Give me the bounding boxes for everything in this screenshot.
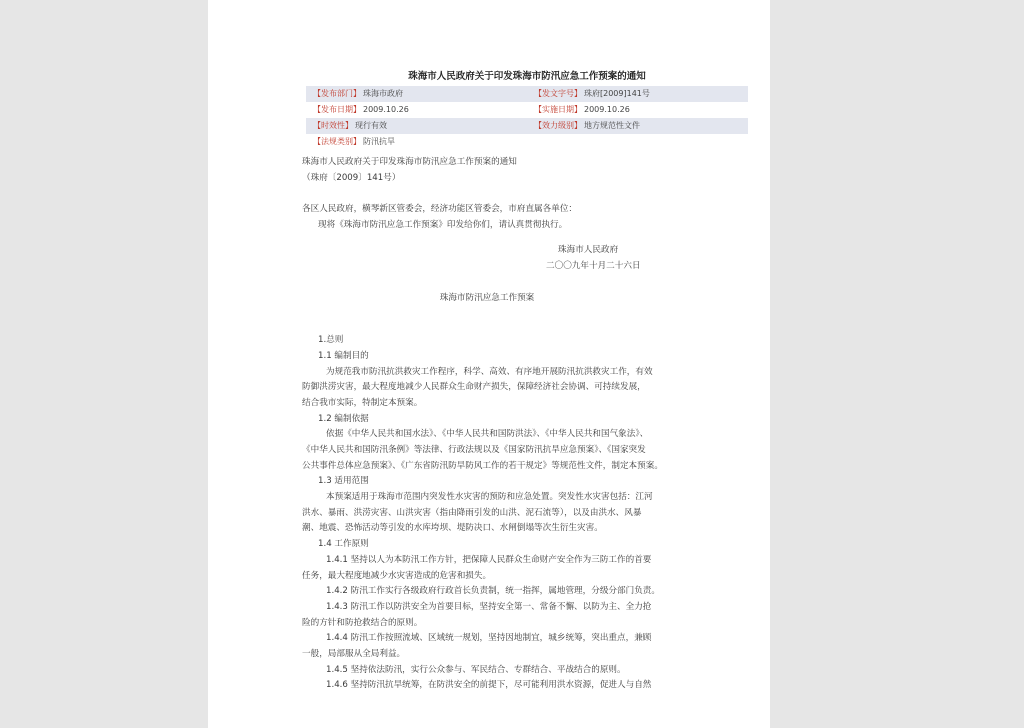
label-validity: 【时效性】 — [313, 121, 353, 130]
instruction-text: 现将《珠海市防汛应急工作预案》印发给你们，请认真贯彻执行。 — [318, 219, 568, 230]
metadata-row — [306, 102, 748, 118]
paragraph-line: 公共事件总体应急预案》、《广东省防汛防旱防风工作的若干规定》等规范性文件，制定本预案。 — [302, 460, 663, 471]
metadata-title: 珠海市人民政府关于印发珠海市防汛应急工作预案的通知 — [408, 71, 646, 82]
section-heading: 1.2 编制依据 — [318, 413, 369, 424]
document-number: （珠府〔2009〕141号） — [302, 172, 401, 183]
value-document-number: 珠府[2009]141号 — [584, 89, 650, 98]
value-validity: 现行有效 — [355, 121, 387, 130]
paragraph-line: 为规范我市防汛抗洪救灾工作程序，科学、高效、有序地开展防汛抗洪救灾工作，有效 — [326, 366, 653, 377]
paragraph-line: 1.4.5 坚持依法防汛，实行公众参与、军民结合、专群结合、平战结合的原则。 — [326, 664, 626, 675]
metadata-cell — [527, 86, 748, 102]
paragraph-line: 1.4.6 坚持防汛抗旱统筹，在防洪安全的前提下，尽可能利用洪水资源，促进人与自然 — [326, 680, 652, 691]
paragraph-line: 一般，局部服从全局利益。 — [302, 648, 406, 659]
paragraph-line: 结合我市实际，特制定本预案。 — [302, 397, 423, 408]
issue-date: 二〇〇九年十月二十六日 — [546, 261, 641, 272]
section-heading: 1.3 适用范围 — [318, 476, 369, 487]
document-page — [208, 0, 770, 728]
value-publishing-department: 珠海市政府 — [363, 89, 403, 98]
value-regulation-category: 防汛抗旱 — [363, 137, 395, 146]
metadata-row — [306, 86, 748, 102]
paragraph-line: 任务，最大程度地减少水灾害造成的危害和损失。 — [302, 570, 492, 581]
paragraph-line: 防御洪涝灾害，最大程度地减少人民群众生命财产损失，保障经济社会协调、可持续发展， — [302, 382, 646, 393]
value-effective-date: 2009.10.26 — [584, 105, 630, 114]
paragraph-line: 潮、地震、恐怖活动等引发的水库垮坝、堤防决口、水闸倒塌等次生衍生灾害。 — [302, 523, 603, 534]
notice-title: 珠海市人民政府关于印发珠海市防汛应急工作预案的通知 — [302, 157, 517, 167]
metadata-cell — [306, 118, 527, 134]
metadata-cell — [527, 118, 748, 134]
plan-title: 珠海市防汛应急工作预案 — [439, 292, 535, 303]
paragraph-line: 险的方针和防抢救结合的原则。 — [302, 617, 423, 628]
paragraph-line: 《中华人民共和国防汛条例》等法律、行政法规以及《国家防汛抗旱应急预案》、《国家突发 — [302, 445, 646, 455]
paragraph-line: 1.4.1 坚持以人为本防汛工作方针，把保障人民群众生命财产安全作为三防工作的首要 — [326, 554, 652, 565]
section-heading: 1.1 编制目的 — [318, 350, 369, 361]
paragraph-line: 1.4.2 防汛工作实行各级政府行政首长负责制，统一指挥，属地管理，分级分部门负责。 — [326, 586, 660, 597]
metadata-table — [306, 68, 748, 150]
metadata-cell — [527, 102, 748, 118]
metadata-row — [306, 118, 748, 134]
metadata-cell — [306, 86, 527, 102]
paragraph-line: 1.4.3 防汛工作以防洪安全为首要目标，坚持安全第一、常备不懈、以防为主、全力抢 — [326, 601, 652, 612]
label-publishing-department: 【发布部门】 — [313, 89, 361, 98]
paragraph-line: 1.4.4 防汛工作按照流域、区域统一规划，坚持因地制宜，城乡统筹，突出重点，兼顾 — [326, 633, 652, 644]
paragraph-line: 洪水、暴雨、洪涝灾害、山洪灾害（指由降雨引发的山洪、泥石流等），以及由洪水、风暴 — [302, 507, 642, 518]
label-regulation-category: 【法规类别】 — [313, 137, 361, 146]
label-effect-level: 【效力级别】 — [534, 121, 582, 130]
recipients: 各区人民政府，横琴新区管委会，经济功能区管委会，市府直属各单位： — [302, 204, 578, 215]
issuing-authority: 珠海市人民政府 — [558, 245, 619, 256]
value-publish-date: 2009.10.26 — [363, 105, 409, 114]
label-document-number: 【发文字号】 — [534, 89, 582, 98]
paragraph-line: 依据《中华人民共和国水法》、《中华人民共和国防洪法》、《中华人民共和国气象法》、 — [326, 429, 649, 440]
label-publish-date: 【发布日期】 — [313, 105, 361, 114]
paragraph-line: 本预案适用于珠海市范围内突发性水灾害的预防和应急处置。突发性水灾害包括：江河 — [326, 492, 653, 503]
metadata-cell — [306, 134, 527, 150]
value-effect-level: 地方规范性文件 — [584, 121, 640, 130]
metadata-cell — [306, 102, 527, 118]
label-effective-date: 【实施日期】 — [534, 105, 582, 114]
document-body — [302, 155, 672, 694]
metadata-row — [306, 134, 748, 150]
section-heading: 1.4 工作原则 — [318, 539, 369, 550]
section-heading: 1.总则 — [318, 335, 344, 346]
